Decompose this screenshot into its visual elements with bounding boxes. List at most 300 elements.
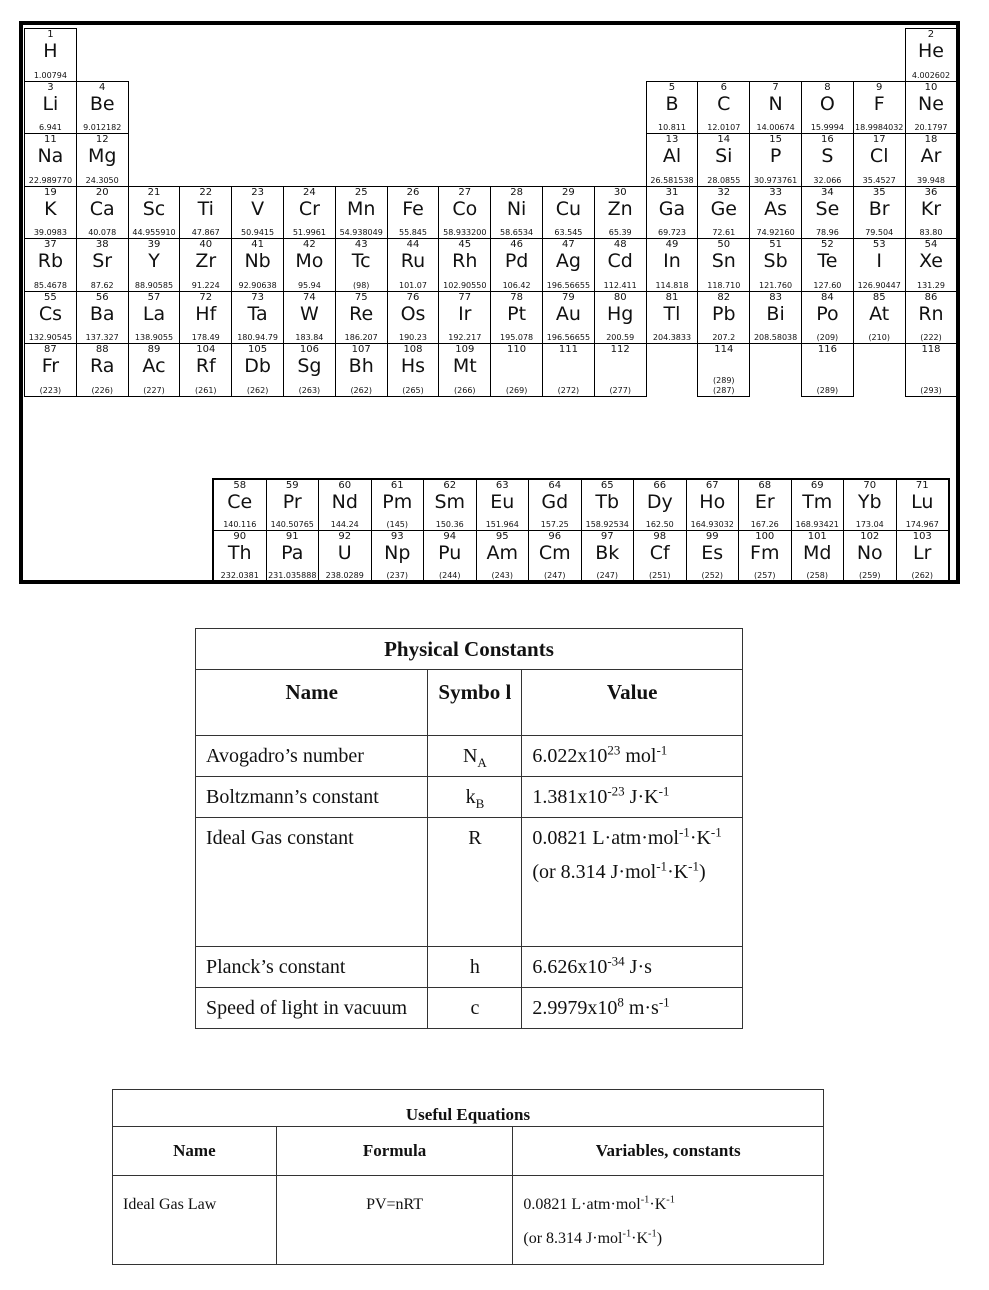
element-cell: [387, 238, 440, 292]
atomic-mass: 40.078: [88, 228, 117, 237]
atomic-mass: 112.411: [603, 280, 637, 290]
element-symbol: Br: [868, 197, 890, 220]
element-cell: [646, 81, 699, 135]
atomic-number: 105: [248, 344, 268, 355]
atomic-number: 4: [99, 81, 106, 93]
atomic-number: 3: [47, 81, 54, 93]
atomic-number: 50: [717, 239, 731, 250]
element-symbol: Tm: [802, 491, 833, 513]
atomic-number: 64: [548, 480, 562, 491]
element-cell: [542, 343, 595, 397]
atomic-mass: 10.811: [657, 123, 686, 132]
atomic-mass: (261): [195, 385, 217, 395]
atomic-mass: 55.845: [398, 228, 427, 237]
atomic-mass: (98): [352, 280, 370, 290]
element-cell: [335, 343, 388, 397]
constant-name: Ideal Gas constant: [196, 818, 428, 947]
atomic-mass: 173.04: [855, 520, 884, 529]
element-cell: [24, 186, 77, 240]
element-cell: [438, 291, 491, 345]
atomic-mass: 102.90550: [443, 280, 487, 290]
atomic-mass: 192.217: [448, 333, 482, 342]
atomic-mass: 95.94: [297, 280, 321, 290]
element-cell: [231, 186, 284, 240]
atomic-number: 46: [510, 239, 523, 250]
element-cell: [179, 291, 232, 345]
element-symbol: S: [821, 145, 834, 167]
element-cell: [646, 291, 699, 345]
equations-header-formula: Formula: [276, 1127, 513, 1176]
atomic-number: 71: [915, 480, 929, 491]
element-cell: [581, 530, 635, 582]
element-cell: [490, 343, 543, 397]
element-symbol: H: [43, 40, 58, 62]
element-cell: [231, 343, 284, 397]
element-symbol: Ca: [89, 197, 115, 220]
element-cell: [594, 186, 647, 240]
constant-name: Boltzmann’s constant: [196, 777, 428, 818]
element-cell: [738, 479, 792, 531]
constant-symbol: h: [428, 947, 522, 988]
atomic-number: 10: [924, 81, 938, 93]
atomic-mass: 162.50: [645, 520, 674, 529]
element-symbol: Hf: [195, 302, 217, 325]
atomic-mass: 50.9415: [241, 228, 275, 237]
element-symbol: Se: [815, 197, 840, 220]
element-cell: [76, 291, 129, 345]
atomic-mass: 12.0107: [707, 123, 741, 132]
atomic-number: 97: [600, 531, 614, 542]
atomic-mass: (237): [386, 571, 408, 580]
element-symbol: La: [142, 302, 166, 325]
element-cell: [633, 530, 687, 582]
atomic-mass: 238.0289: [325, 571, 364, 580]
atomic-number: 67: [705, 480, 719, 491]
element-symbol: O: [819, 92, 835, 115]
element-cell: [905, 28, 958, 82]
element-cell: [801, 133, 854, 187]
atomic-mass: 158.92534: [585, 520, 629, 529]
atomic-mass: 74.92160: [756, 228, 795, 237]
element-symbol: Rn: [918, 302, 944, 325]
element-symbol: Ru: [400, 250, 426, 272]
element-symbol: No: [856, 542, 883, 564]
atomic-mass: 204.3833: [652, 333, 692, 342]
atomic-mass: 151.964: [485, 520, 519, 529]
atomic-number: 40: [199, 239, 213, 250]
atomic-mass: 69.723: [657, 228, 686, 237]
atomic-number: 58: [233, 480, 247, 491]
atomic-number: 48: [613, 239, 627, 250]
atomic-number: 25: [354, 186, 368, 198]
equation-name: Ideal Gas Law: [113, 1176, 277, 1265]
element-cell: [594, 343, 647, 397]
element-cell: [697, 81, 750, 135]
atomic-mass: 186.207: [344, 333, 378, 342]
element-cell: [24, 81, 77, 135]
element-symbol: F: [873, 92, 885, 115]
atomic-number: 110: [507, 344, 527, 355]
element-cell: [697, 238, 750, 292]
element-cell: [801, 343, 854, 397]
atomic-mass: (262): [350, 385, 372, 395]
atomic-mass: 106.42: [502, 280, 531, 290]
atomic-number: 102: [860, 531, 880, 542]
element-cell: [801, 291, 854, 345]
element-cell: [801, 81, 854, 135]
atomic-number: 70: [863, 480, 877, 491]
atomic-number: 44: [406, 239, 420, 250]
constant-value: $6.022x10^{23}$ mol$^{-1}$: [522, 736, 743, 777]
atomic-mass: (262): [246, 385, 269, 395]
element-symbol: Os: [400, 302, 426, 325]
element-symbol: Tl: [663, 302, 681, 325]
atomic-number: 11: [44, 134, 57, 145]
atomic-number: 38: [95, 239, 109, 250]
atomic-number: 9: [876, 81, 883, 93]
element-symbol: Mo: [295, 250, 324, 272]
atomic-number: 8: [824, 81, 831, 93]
atomic-mass: 126.90447: [857, 280, 901, 290]
constants-title: Physical Constants: [196, 629, 743, 670]
element-symbol: Co: [452, 197, 478, 220]
element-cell: [791, 530, 845, 582]
element-cell: [76, 343, 129, 397]
atomic-mass: 190.23: [398, 333, 427, 342]
atomic-number: 88: [95, 344, 109, 355]
element-cell: [801, 186, 854, 240]
atomic-mass: 138.9055: [134, 333, 174, 342]
atomic-number: 85: [872, 291, 886, 303]
element-cell: [542, 186, 595, 240]
element-symbol: Am: [486, 542, 518, 564]
element-cell: [318, 530, 372, 582]
atomic-number: 27: [458, 186, 472, 198]
element-cell: [528, 479, 582, 531]
atomic-mass: 137.327: [85, 333, 119, 342]
element-symbol: B: [665, 92, 679, 115]
element-cell: [76, 186, 129, 240]
atomic-mass: 20.1797: [914, 123, 948, 132]
atomic-number: 111: [558, 344, 578, 355]
element-symbol: Yb: [857, 491, 882, 513]
atomic-mass: (263): [298, 385, 321, 395]
atomic-mass: (210): [868, 333, 890, 342]
element-cell: [231, 291, 284, 345]
atomic-mass: (209): [816, 333, 839, 342]
element-symbol: Hs: [400, 355, 426, 377]
atomic-mass: 174.967: [905, 520, 939, 529]
element-cell: [646, 133, 699, 187]
constant-value: $6.626x10^{-34}$ J·s: [522, 947, 743, 988]
element-symbol: Lu: [911, 491, 934, 513]
table-row: [113, 1176, 824, 1265]
atomic-number: 47: [562, 239, 575, 250]
atomic-number: 80: [613, 291, 627, 303]
element-cell: [213, 530, 267, 582]
atomic-mass: 91.224: [191, 280, 220, 290]
element-symbol: Rf: [195, 355, 216, 377]
element-symbol: Fm: [750, 542, 780, 564]
element-symbol: Dy: [646, 491, 673, 513]
constant-name: Speed of light in vacuum: [196, 988, 428, 1029]
atomic-mass: 18.9984032: [855, 123, 904, 132]
element-cell: [24, 343, 77, 397]
element-symbol: At: [869, 302, 890, 325]
table-row: [196, 736, 743, 777]
element-symbol: Pt: [507, 302, 527, 325]
atomic-mass: 58.933200: [443, 228, 487, 237]
atomic-number: 106: [299, 344, 319, 355]
element-symbol: W: [300, 302, 319, 325]
atomic-number: 51: [769, 239, 782, 250]
element-cell: [128, 343, 181, 397]
element-cell: [318, 479, 372, 531]
element-symbol: Ir: [458, 302, 472, 325]
atomic-mass: 168.93421: [795, 520, 839, 529]
element-cell: [490, 238, 543, 292]
table-row: [196, 947, 743, 988]
atomic-number: 42: [303, 239, 316, 250]
element-cell: [581, 479, 635, 531]
element-symbol: Sb: [763, 250, 788, 272]
element-symbol: Sc: [142, 197, 166, 220]
atomic-number: 20: [95, 186, 109, 198]
element-symbol: C: [717, 92, 731, 115]
element-cell: [542, 291, 595, 345]
atomic-mass: (227): [143, 385, 165, 395]
element-cell: [738, 530, 792, 582]
atomic-number: 29: [562, 186, 575, 198]
element-symbol: Kr: [920, 197, 942, 220]
element-cell: [438, 343, 491, 397]
equations-header-name: Name: [113, 1127, 277, 1176]
element-symbol: Hg: [607, 302, 634, 325]
element-cell: [283, 186, 336, 240]
atomic-number: 65: [600, 480, 614, 491]
element-symbol: Db: [244, 355, 271, 377]
atomic-number: 12: [95, 134, 109, 145]
equations-title: Useful Equations: [113, 1090, 824, 1127]
element-symbol: Ra: [89, 355, 115, 377]
element-cell: [387, 186, 440, 240]
element-symbol: Ag: [555, 250, 581, 272]
element-cell: [542, 238, 595, 292]
element-symbol: Es: [701, 542, 724, 564]
element-symbol: Au: [555, 302, 581, 325]
element-symbol: U: [337, 542, 352, 564]
element-cell: [749, 186, 802, 240]
element-cell: [646, 186, 699, 240]
atomic-number: 54: [924, 239, 938, 250]
atomic-mass: (258): [806, 571, 828, 580]
atomic-mass: (265): [402, 385, 424, 395]
element-symbol: Cd: [607, 250, 633, 272]
constants-header-value: Value: [522, 670, 743, 736]
element-symbol: P: [769, 145, 782, 167]
element-symbol: Pu: [438, 542, 462, 564]
atomic-number: 57: [147, 291, 161, 303]
atomic-number: 95: [495, 531, 509, 542]
atomic-mass: (272): [557, 385, 580, 395]
table-row: [196, 988, 743, 1029]
atomic-number: 30: [613, 186, 627, 198]
element-cell: [853, 291, 906, 345]
element-symbol: Al: [662, 145, 682, 167]
element-cell: [853, 133, 906, 187]
constant-name: Planck’s constant: [196, 947, 428, 988]
element-symbol: Nb: [244, 250, 271, 272]
atomic-number: 86: [924, 291, 938, 303]
atomic-mass: (247): [543, 571, 566, 580]
atomic-number: 21: [147, 186, 161, 198]
physical-constants-table: [195, 628, 743, 1029]
atomic-mass: (226): [91, 385, 113, 395]
element-symbol: Mt: [452, 355, 477, 377]
element-symbol: N: [768, 92, 783, 115]
atomic-number: 17: [872, 134, 886, 145]
element-cell: [686, 530, 740, 582]
element-symbol: Np: [384, 542, 411, 564]
atomic-mass: 1.00794: [33, 70, 67, 80]
element-cell: [905, 186, 958, 240]
element-symbol: Te: [817, 250, 838, 272]
element-cell: [896, 530, 950, 582]
element-symbol: Bi: [766, 302, 785, 325]
atomic-mass: (257): [753, 571, 776, 580]
atomic-number: 79: [562, 291, 575, 303]
atomic-number: 16: [821, 134, 834, 145]
element-cell: [490, 291, 543, 345]
element-cell: [24, 238, 77, 292]
useful-equations-table: [112, 1089, 824, 1265]
element-symbol: Gd: [541, 491, 569, 513]
periodic-table: [19, 21, 960, 584]
element-symbol: Er: [754, 491, 775, 513]
equation-variables: 0.0821 $L\cdot atm\cdot mol^{-1}\cdot K^{-1}$ (or 8.314 $J\cdot mol^{-1}\cdot K^{-1}$): [513, 1176, 824, 1265]
element-cell: [231, 238, 284, 292]
element-symbol: Ce: [227, 491, 253, 513]
element-symbol: Nd: [331, 491, 358, 513]
atomic-mass: 6.941: [38, 123, 62, 132]
atomic-number: 18: [924, 134, 938, 145]
element-cell: [371, 530, 425, 582]
atomic-mass: 44.955910: [132, 228, 176, 237]
atomic-mass: 79.504: [865, 228, 894, 237]
atomic-number: 60: [338, 480, 352, 491]
atomic-mass: 14.00674: [756, 123, 795, 132]
element-cell: [905, 291, 958, 345]
atomic-number: 98: [653, 531, 667, 542]
atomic-mass: (252): [701, 571, 723, 580]
atomic-mass: 196.56655: [546, 280, 591, 290]
atomic-mass: 101.07: [398, 280, 427, 290]
atomic-mass: 26.581538: [650, 175, 694, 185]
element-cell: [697, 291, 750, 345]
atomic-number: 23: [251, 186, 264, 198]
atomic-number: 24: [303, 186, 316, 198]
element-symbol: Ta: [247, 302, 268, 325]
element-cell: [423, 530, 477, 582]
atomic-number: 49: [665, 239, 679, 250]
element-symbol: Ge: [710, 197, 737, 220]
atomic-number: 116: [817, 344, 837, 355]
atomic-mass: (277): [609, 385, 631, 395]
atomic-number: 83: [769, 291, 782, 303]
element-symbol: Pm: [382, 491, 413, 513]
element-symbol: He: [918, 40, 944, 62]
element-cell: [896, 479, 950, 531]
atomic-number: 43: [354, 239, 368, 250]
atomic-mass: 92.90638: [238, 280, 277, 290]
atomic-mass: 144.24: [330, 520, 359, 529]
element-cell: [76, 238, 129, 292]
element-symbol: Zn: [607, 197, 633, 220]
element-symbol: I: [876, 250, 882, 272]
element-symbol: Si: [715, 145, 733, 167]
element-symbol: Cr: [298, 197, 320, 220]
element-symbol: Cm: [538, 542, 571, 564]
atomic-mass: 51.9961: [292, 228, 326, 237]
element-cell: [594, 291, 647, 345]
element-cell: [179, 238, 232, 292]
atomic-number: 103: [912, 531, 932, 542]
atomic-number: 77: [458, 291, 472, 303]
atomic-number: 31: [665, 186, 679, 198]
atomic-mass: 35.4527: [862, 175, 896, 185]
table-row: [196, 777, 743, 818]
constant-value: $2.9979x10^8$ $m\cdot s^{-1}$: [522, 988, 743, 1029]
atomic-number: 41: [251, 239, 264, 250]
element-symbol: Sg: [297, 355, 322, 377]
constant-symbol: R: [428, 818, 522, 947]
atomic-mass: 39.948: [916, 175, 945, 185]
atomic-number: 66: [653, 480, 667, 491]
element-cell: [128, 238, 181, 292]
element-cell: [24, 133, 77, 187]
atomic-mass: 54.938049: [339, 228, 383, 237]
atomic-number: 76: [406, 291, 420, 303]
atomic-number: 39: [147, 239, 161, 250]
element-cell: [594, 238, 647, 292]
atomic-mass: (269): [505, 385, 528, 395]
atomic-number: 6: [720, 81, 727, 93]
element-symbol: Sn: [711, 250, 736, 272]
atomic-mass: (293): [920, 385, 942, 395]
constants-header-symbol: Symbo l: [428, 670, 522, 736]
element-symbol: Sm: [434, 491, 466, 513]
element-symbol: Ar: [920, 145, 942, 167]
atomic-number: 107: [351, 344, 371, 355]
atomic-number: 109: [455, 344, 475, 355]
atomic-number: 62: [443, 480, 457, 491]
element-cell: [749, 238, 802, 292]
atomic-number: 112: [610, 344, 630, 355]
atomic-mass: 65.39: [608, 228, 632, 237]
element-cell: [283, 238, 336, 292]
element-cell: [266, 479, 320, 531]
element-cell: [335, 238, 388, 292]
element-symbol: Pb: [712, 302, 736, 325]
atomic-number: 15: [769, 134, 782, 145]
element-cell: [438, 238, 491, 292]
atomic-number: 69: [810, 480, 824, 491]
element-symbol: Y: [148, 250, 160, 272]
element-symbol: V: [251, 197, 265, 220]
atomic-mass: 150.36: [435, 520, 464, 529]
element-cell: [646, 238, 699, 292]
atomic-mass: 208.58038: [753, 333, 798, 342]
